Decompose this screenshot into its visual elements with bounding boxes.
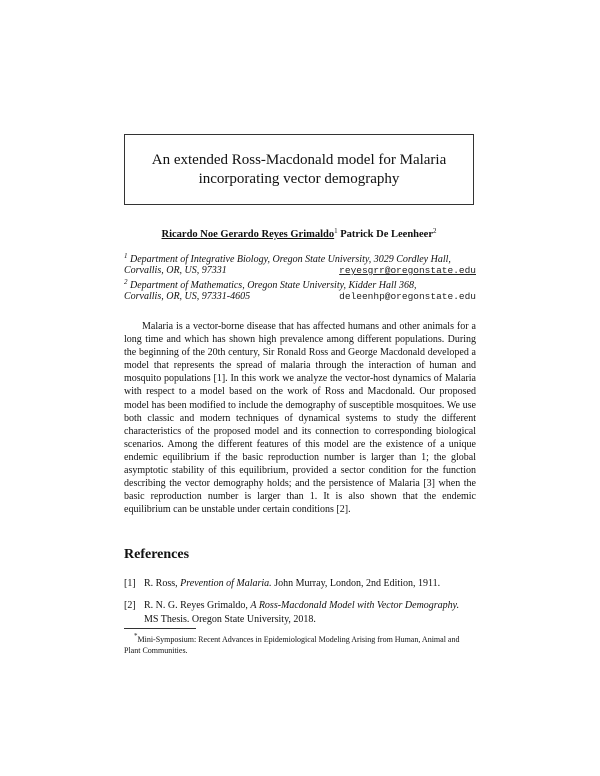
email-link[interactable]: reyesgrr@oregonstate.edu xyxy=(339,265,476,276)
author-name: Ricardo Noe Gerardo Reyes Grimaldo xyxy=(161,229,335,240)
author-name: Patrick De Leenheer xyxy=(340,229,433,240)
affiliation-mark: 2 xyxy=(124,278,128,286)
paper-title-line-2: incorporating vector demography xyxy=(198,170,400,187)
affiliation-mark: 1 xyxy=(124,252,128,260)
affiliation-2-line-1 xyxy=(124,278,476,291)
references-heading: References xyxy=(124,547,190,562)
footnote-rule xyxy=(124,628,196,629)
reference-author: R. Ross, xyxy=(144,578,181,589)
author-affiliation-mark: 2 xyxy=(432,227,437,235)
reference-item xyxy=(124,599,476,626)
reference-number: [1] xyxy=(124,578,136,589)
affiliation-address: Corvallis, OR, US, 97331-4605 xyxy=(124,291,251,302)
affiliation-2-line-2 xyxy=(124,291,476,302)
title-box xyxy=(124,134,474,205)
affiliation-address: Corvallis, OR, US, 97331 xyxy=(124,265,227,276)
affiliation-text: Department of Mathematics, Oregon State University, Kidder Hall 368, xyxy=(130,280,417,291)
affiliation-1-line-1 xyxy=(124,252,476,265)
reference-author: R. N. G. Reyes Grimaldo, xyxy=(144,600,251,611)
reference-publisher: MS Thesis. Oregon State University, 2018. xyxy=(144,613,316,625)
reference-title: Prevention of Malaria. xyxy=(180,578,272,589)
reference-title: A Ross-Macdonald Model with Vector Demography. xyxy=(250,600,460,611)
paper-title-line-1: An extended Ross-Macdonald model for Malaria xyxy=(151,151,447,168)
affiliation-text: Department of Integrative Biology, Oregon State University, 3029 Cordley Hall, xyxy=(130,254,451,265)
reference-item xyxy=(124,577,476,591)
footnote-text: Mini-Symposium: Recent Advances in Epidemiological Modeling Arising from Human, Animal and Plant Communities. xyxy=(124,635,460,655)
reference-number: [2] xyxy=(124,600,136,611)
author-list xyxy=(124,227,474,240)
affiliation-1-line-2 xyxy=(124,265,476,276)
author-affiliation-mark: 1 xyxy=(334,227,338,235)
footnote-mark: * xyxy=(134,632,138,640)
footnote xyxy=(124,631,476,656)
email-text: deleenhp@oregonstate.edu xyxy=(339,291,476,302)
reference-publisher: John Murray, London, 2nd Edition, 1911. xyxy=(271,578,441,589)
abstract-paragraph: Malaria is a vector-borne disease that has affected humans and other animals for a long time and which has shown high prevalence among different populations. During the beginning of the 20th century, Sir Ronald Ross and George Macdonald developed a model that represents the spread of malaria through the interaction of human and mosquito populations [1]. In this work we analyze the vector-host dynamics of Malaria with respect to a model based on the work of Ross and Macdonald. Our proposed model has been modified to include the demography of susceptible mosquitoes. We use both classic and modern techniques of dynamical systems to study the different characteristics of the proposed model and its connection to corresponding biological scenarios. Among the different features of this model are the existence of a unique endemic equilibrium if the basic reproduction number is larger than 1; the global asymptotic stability of this equilibrium, provided a sector condition for the function describing the vector demography holds; and the persistence of Malaria [3] when the basic reproduction number is larger than 1. It is also shown that the endemic equilibrium can be unstable under certain conditions [2]. xyxy=(124,321,476,516)
